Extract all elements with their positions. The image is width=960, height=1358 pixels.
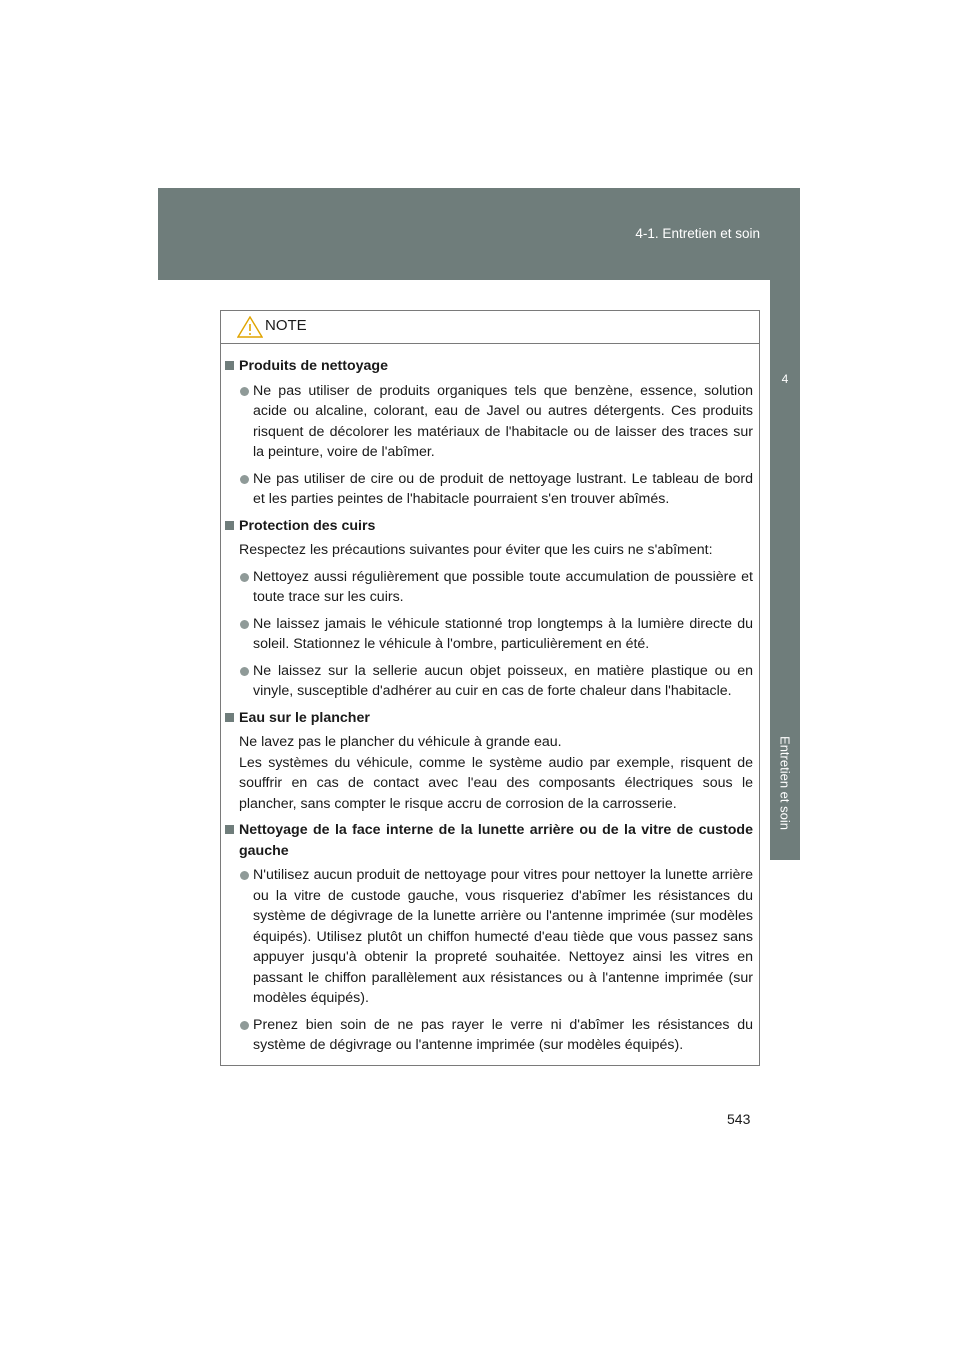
- warning-icon: [237, 316, 263, 338]
- header-bar: [158, 188, 800, 280]
- round-bullet-icon: [240, 871, 249, 880]
- list-item: Ne laissez jamais le véhicule stationné trop longtemps à la lumière directe du soleil. Stationnez le véhicule à l'ombre, particulièrement en été.: [225, 614, 753, 655]
- round-bullet-icon: [240, 387, 249, 396]
- round-bullet-icon: [240, 620, 249, 629]
- list-item: N'utilisez aucun produit de nettoyage pour vitres pour nettoyer la lunette arrière ou la vitre de custode gauche, vous risqueriez d'abîmer les résistances du système de dégivrage de la lunette arrière ou l'antenne imprimée (sur modèles équipés). Utilisez plutôt un chiffon humecté d'eau tiède que vous passez sans appuyer jusqu'à obtenir la propreté souhaitée. Nettoyez ainsi les vitres en passant le chiffon parallèlement aux résistances ou à l'antenne imprimée (sur modèles équipés).: [225, 865, 753, 1009]
- note-title: NOTE: [265, 317, 307, 334]
- section-heading: Eau sur le plancher: [225, 708, 753, 729]
- section-heading: Protection des cuirs: [225, 516, 753, 537]
- page-number: 543: [727, 1111, 751, 1127]
- section-heading: Nettoyage de la face interne de la lunette arrière ou de la vitre de custode gauche: [225, 820, 753, 861]
- list-item: Ne laissez sur la sellerie aucun objet poisseux, en matière plastique ou en vinyle, susceptible d'adhérer au cuir en cas de forte chaleur dans l'habitacle.: [225, 661, 753, 702]
- side-tab-number: 4: [781, 372, 789, 386]
- section-title: 4-1. Entretien et soin: [635, 226, 760, 241]
- list-item: Ne pas utiliser de produits organiques tels que benzène, essence, solution acide ou alcaline, colorant, eau de Javel ou autres détergents. Ces produits risquent de décolorer les matériaux de l'habitacle ou de laisser des traces sur la peinture, voire de l'abîmer.: [225, 381, 753, 463]
- square-bullet-icon: [225, 713, 234, 722]
- side-tab-label-wrap: [766, 718, 804, 848]
- list-item: Nettoyez aussi régulièrement que possible toute accumulation de poussière et toute trace sur les cuirs.: [225, 567, 753, 608]
- round-bullet-icon: [240, 1021, 249, 1030]
- section-intro: Ne lavez pas le plancher du véhicule à grande eau.: [239, 734, 562, 750]
- section-paragraph: Les systèmes du véhicule, comme le système audio par exemple, risquent de souffrir en cas de contact avec l'eau des composants électriques sous le plancher, sans compter le risque accru de corrosion de la carrosserie.: [239, 754, 753, 812]
- list-item: Ne pas utiliser de cire ou de produit de nettoyage lustrant. Le tableau de bord et les parties peintes de l'habitacle pourraient s'en trouver abîmés.: [225, 469, 753, 510]
- square-bullet-icon: [225, 825, 234, 834]
- note-header: [221, 311, 759, 344]
- side-tab-label: Entretien et soin: [777, 736, 793, 830]
- round-bullet-icon: [240, 667, 249, 676]
- square-bullet-icon: [225, 521, 234, 530]
- list-item: Prenez bien soin de ne pas rayer le verre ni d'abîmer les résistances du système de dégivrage ou l'antenne imprimée (sur modèles équipés).: [225, 1015, 753, 1056]
- note-body: [221, 344, 759, 1056]
- round-bullet-icon: [240, 475, 249, 484]
- section-intro: Respectez les précautions suivantes pour éviter que les cuirs ne s'abîment:: [239, 542, 713, 558]
- section-heading: Produits de nettoyage: [225, 356, 753, 377]
- round-bullet-icon: [240, 573, 249, 582]
- note-box: [220, 310, 760, 1066]
- square-bullet-icon: [225, 361, 234, 370]
